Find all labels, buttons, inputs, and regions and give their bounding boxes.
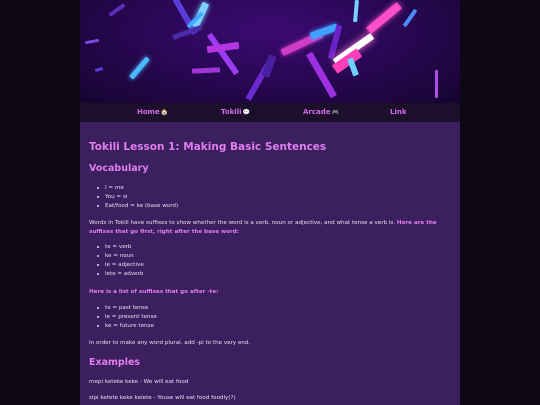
- list-item: le = adjective: [96, 261, 144, 270]
- list-item: I = me: [96, 184, 178, 193]
- header-banner-image: [80, 0, 460, 103]
- example-sentence: mepi keteke keke - We will eat food: [89, 379, 189, 385]
- list-item: ke = future tense: [96, 322, 157, 331]
- example-sentence: sipi ketete keke kelete - Youse will eat food foodly(?): [89, 395, 236, 401]
- list-item: te = verb: [96, 243, 144, 252]
- te-suffix-heading: Here is a list of suffixes that go after -te:: [89, 289, 219, 295]
- suffix-list: [96, 243, 144, 279]
- page-title: Tokili Lesson 1: Making Basic Sentences: [89, 141, 327, 153]
- list-item: te = past tense: [96, 304, 157, 313]
- nav-link-label: Link: [390, 108, 407, 116]
- te-suffix-list: [96, 304, 157, 331]
- plural-note: In order to make any word plural, add -pi to the very end.: [89, 340, 251, 346]
- vocab-list: [96, 184, 178, 211]
- suffix-intro-highlight: Here are the suffixes that go first, right after the base word:: [89, 220, 437, 235]
- nav-home-label: Home: [137, 108, 160, 116]
- list-item: Eat/food = ke (base word): [96, 202, 178, 211]
- nav-tokili-label: Tokili: [221, 108, 242, 116]
- suffix-intro-text: Words in Tokili have suffixes to show whether the word is a verb, noun or adjective, and what tense a verb is.: [89, 220, 396, 226]
- list-item: ke = noun: [96, 252, 144, 261]
- vocabulary-heading: Vocabulary: [89, 163, 149, 174]
- gamepad-icon: 🎮: [331, 109, 339, 116]
- list-item: le = present tense: [96, 313, 157, 322]
- top-nav: [80, 103, 460, 121]
- examples-heading: Examples: [89, 357, 141, 368]
- nav-home-link[interactable]: [137, 103, 168, 121]
- nav-arcade-label: Arcade: [303, 108, 331, 116]
- lesson-content: [80, 122, 460, 405]
- nav-link-link[interactable]: [390, 103, 407, 121]
- page-container: [80, 0, 460, 405]
- nav-tokili-link[interactable]: [221, 103, 250, 121]
- suffix-intro-paragraph: [89, 219, 451, 236]
- nav-arcade-link[interactable]: [303, 103, 339, 121]
- list-item: You = si: [96, 193, 178, 202]
- speech-bubble-icon: 💬: [242, 109, 250, 116]
- list-item: lete = adverb: [96, 270, 144, 279]
- home-icon: 🏠: [160, 109, 169, 116]
